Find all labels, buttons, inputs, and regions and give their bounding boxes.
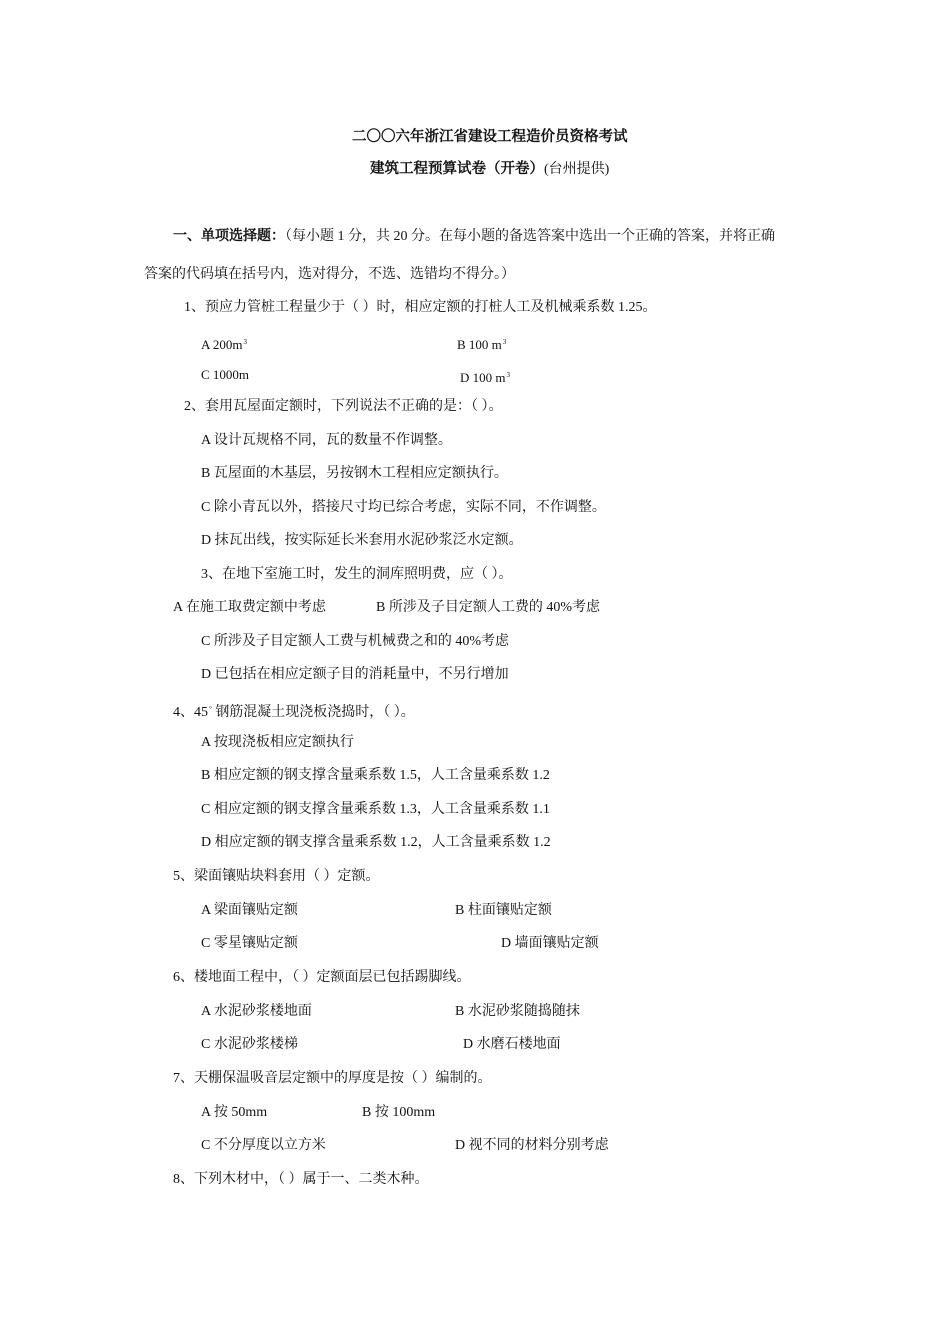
section-instructions-line2: 答案的代码填在括号内，选对得分，不选、选错均不得分。） <box>144 267 515 282</box>
degree-sign: ° <box>209 705 212 713</box>
question-7-option-d: D 视不同的材料分别考虑 <box>455 1138 609 1153</box>
question-6-option-d: D 水磨石楼地面 <box>463 1037 561 1052</box>
question-4-option-d: D 相应定额的钢支撑含量乘系数 1.2，人工含量乘系数 1.2 <box>201 835 551 850</box>
question-1-option-d <box>460 366 510 387</box>
question-3-option-d: D 已包括在相应定额子目的消耗量中，不另行增加 <box>201 667 509 682</box>
question-3-option-c: C 所涉及子目定额人工费与机械费之和的 40%考虑 <box>201 634 509 649</box>
section-instruction-text: （每小题 1 分，共 20 分。在每小题的备选答案中选出一个正确的答案，并将正确 <box>285 229 775 244</box>
subtitle-main: 建筑工程预算试卷（开卷） <box>370 161 544 177</box>
option-text: A 200m <box>201 337 243 352</box>
exam-title: 二〇〇六年浙江省建设工程造价员资格考试 <box>352 129 628 145</box>
question-2-option-a: A 设计瓦规格不同，瓦的数量不作调整。 <box>201 433 452 448</box>
question-7-option-b: B 按 100mm <box>362 1105 436 1120</box>
stem-number: 4、45 <box>173 705 208 720</box>
superscript: 3 <box>502 338 507 346</box>
question-8-stem: 8、下列木材中，（ ）属于一、二类木种。 <box>173 1172 429 1187</box>
question-2-stem: 2、套用瓦屋面定额时，下列说法不正确的是：（ ）。 <box>184 399 503 414</box>
exam-subtitle <box>370 160 609 179</box>
question-6-option-a: A 水泥砂浆楼地面 <box>201 1004 312 1019</box>
question-7-stem: 7、天棚保温吸音层定额中的厚度是按（ ）编制的。 <box>173 1071 492 1086</box>
option-text: B 100 m <box>457 337 502 352</box>
section-instructions-line1 <box>173 228 775 246</box>
question-2-option-d: D 抹瓦出线，按实际延长米套用水泥砂浆泛水定额。 <box>201 533 523 548</box>
question-5-option-d: D 墙面镶贴定额 <box>501 936 599 951</box>
question-4-option-b: B 相应定额的钢支撑含量乘系数 1.5，人工含量乘系数 1.2 <box>201 768 550 783</box>
section-heading: 一、单项选择题： <box>173 229 285 244</box>
question-1-stem: 1、预应力管桩工程量少于（ ）时，相应定额的打桩人工及机械乘系数 1.25。 <box>184 300 657 315</box>
question-3-option-b: B 所涉及子目定额人工费的 40%考虑 <box>376 600 600 615</box>
stem-text: 钢筋混凝土现浇板浇捣时，（ ）。 <box>211 705 415 720</box>
superscript: 3 <box>506 371 510 379</box>
question-1-option-c: C 1000m <box>201 367 250 382</box>
question-6-option-c: C 水泥砂浆楼梯 <box>201 1037 298 1052</box>
question-5-option-b: B 柱面镶贴定额 <box>455 903 552 918</box>
question-2-option-b: B 瓦屋面的木基层，另按钢木工程相应定额执行。 <box>201 466 508 481</box>
question-1-option-b <box>457 333 506 354</box>
question-5-stem: 5、梁面镶贴块料套用（ ）定额。 <box>173 869 380 884</box>
question-4-stem <box>173 700 415 722</box>
question-4-option-a: A 按现浇板相应定额执行 <box>201 735 354 750</box>
question-3-stem: 3、在地下室施工时，发生的洞库照明费，应（ ）。 <box>201 567 513 582</box>
question-3-option-a: A 在施工取费定额中考虑 <box>173 600 326 615</box>
option-text: D 100 m <box>460 370 506 385</box>
question-2-option-c: C 除小青瓦以外，搭接尺寸均已综合考虑，实际不同，不作调整。 <box>201 500 606 515</box>
question-1-option-a <box>201 333 247 354</box>
superscript: 3 <box>243 338 248 346</box>
question-6-option-b: B 水泥砂浆随捣随抹 <box>455 1004 580 1019</box>
question-5-option-a: A 梁面镶贴定额 <box>201 903 298 918</box>
question-7-option-c: C 不分厚度以立方米 <box>201 1138 326 1153</box>
subtitle-note: (台州提供) <box>544 162 610 177</box>
question-7-option-a: A 按 50mm <box>201 1105 268 1120</box>
question-4-option-c: C 相应定额的钢支撑含量乘系数 1.3，人工含量乘系数 1.1 <box>201 802 550 817</box>
question-6-stem: 6、楼地面工程中，（ ）定额面层已包括踢脚线。 <box>173 970 471 985</box>
question-5-option-c: C 零星镶贴定额 <box>201 936 298 951</box>
